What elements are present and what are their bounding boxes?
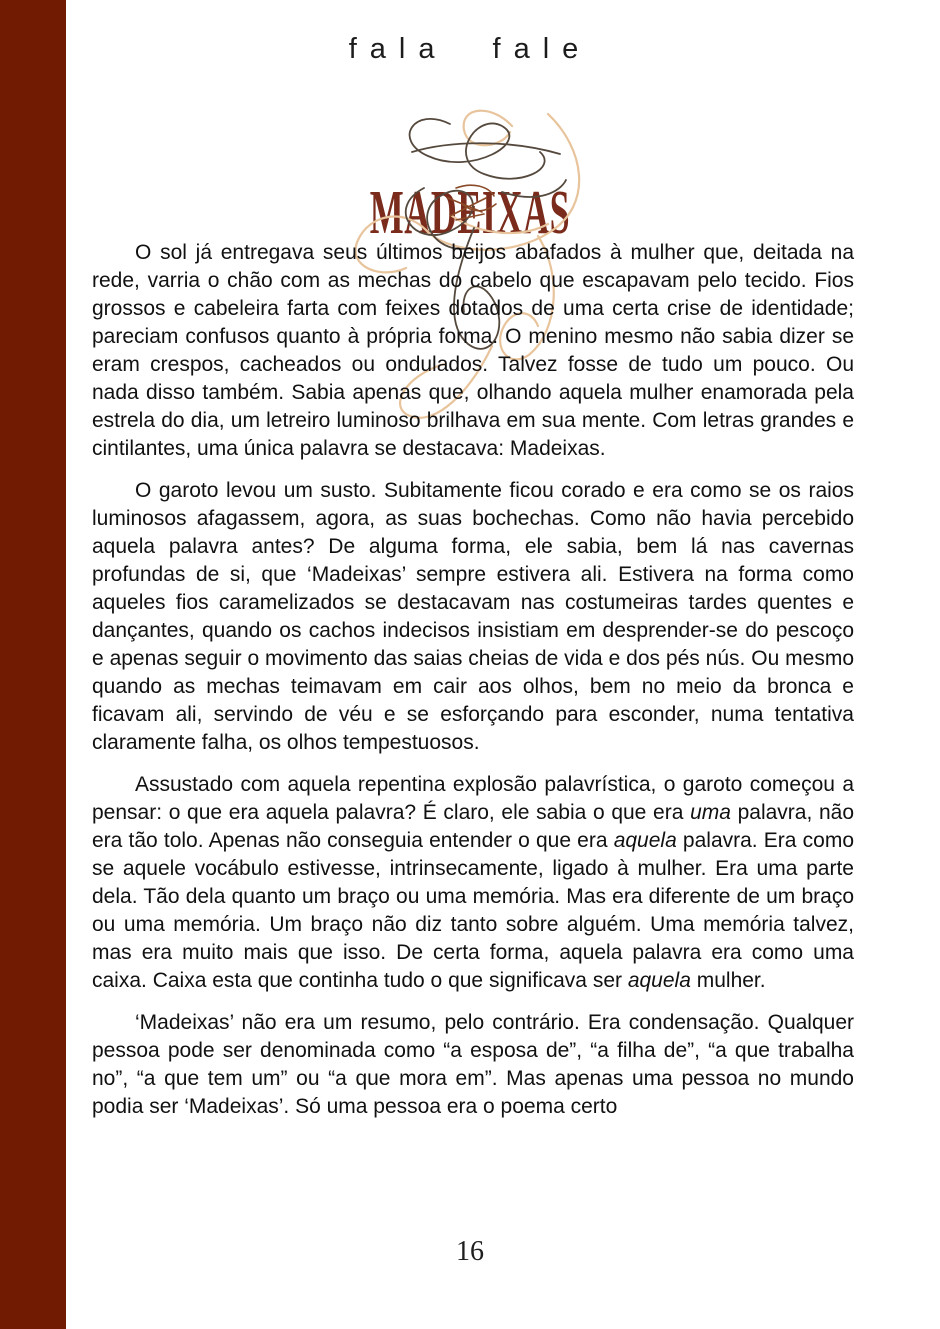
- paragraph: O garoto levou um susto. Subitamente ficou corado e era como se os raios luminosos afagassem, agora, as suas bochechas. Como não havia percebido aquela palavra antes? De alguma forma, ele sabia, bem lá nas cavernas profundas de si, que ‘Madeixas’ sempre estivera ali. Estivera na forma como aqueles fios caramelizados se destacavam nas costumeiras tardes quentes e dançantes, quando os cachos indecisos insistiam em desprender-se do pescoço e apenas seguir o movimento das saias cheias de vida e dos pés nús. Ou mesmo quando as mechas teimavam em cair aos olhos, bem no meio da bronca e ficavam ali, servindo de véu e se esforçando para esconder, numa tentativa claramente falha, os olhos tempestuosos.: [92, 479, 854, 754]
- paragraph: ‘Madeixas’ não era um resumo, pelo contrário. Era condensação. Qualquer pessoa pode ser denominada como “a esposa de”, “a filha de”, “a que trabalha no”, “a que tem um” ou “a que mora em”. Mas apenas uma pessoa no mundo podia ser ‘Madeixas’. Só uma pessoa era o poema certo: [92, 1011, 854, 1118]
- chapter-title: MADEIXAS: [369, 178, 571, 247]
- paragraph: O sol já entregava seus últimos beijos abafados à mulher que, deitada na rede, varria o chão com as mechas do cabelo que escapavam pelo tecido. Fios grossos e cabeleira farta com feixes dotados de uma certa crise de identidade; pareciam confusos quanto à própria forma. O menino mesmo não sabia dizer se eram crespos, cacheados ou ondulados. Talvez fosse de tudo um pouco. Ou nada disso também. Sabia apenas que, olhando aquela mulher enamorada pela estrela do dia, um letreiro luminoso brilhava em sua mente. Com letras grandes e cintilantes, uma única palavra se destacava: Madeixas.: [92, 241, 854, 460]
- page-number: 16: [456, 1236, 484, 1267]
- running-header: fala fale: [348, 33, 592, 65]
- body-paragraphs: [92, 239, 854, 1135]
- paragraph: Assustado com aquela repentina explosão palavrística, o garoto começou a pensar: o que era aquela palavra? É claro, ele sabia o que era uma palavra, não era tão tolo. Apenas não conseguia entender o que era aquela palavra. Era como se aquele vocábulo estivesse, intrinsecamente, ligado à mulher. Era uma parte dela. Tão dela quanto um braço ou uma memória. Mas era diferente de um braço ou uma memória. Um braço não diz tanto sobre alguém. Uma memória talvez, mas era muito mais que isso. De certa forma, aquela palavra era como uma caixa. Caixa esta que continha tudo o que significava ser aquela mulher.: [92, 773, 855, 992]
